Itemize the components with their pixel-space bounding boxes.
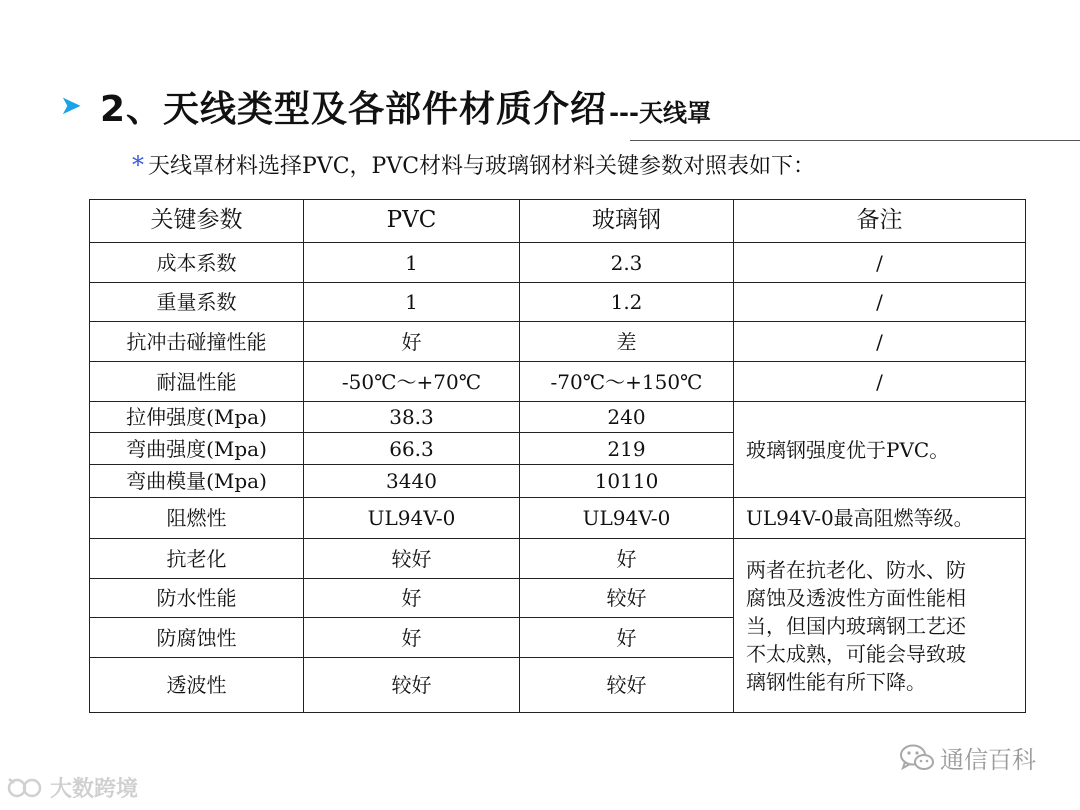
slide-title-row [60, 78, 711, 134]
note-cell: / [734, 322, 1026, 362]
watermark-corner [6, 772, 138, 803]
durability-note-cell [734, 539, 1026, 713]
param-cell: 拉伸强度(Mpa) [90, 402, 304, 433]
durability-note-line: 两者在抗老化、防水、防 [746, 557, 966, 582]
note-cell: / [734, 243, 1026, 283]
table-row [90, 243, 1026, 283]
param-cell: 弯曲模量(Mpa) [90, 465, 304, 498]
param-cell: 阻燃性 [90, 498, 304, 539]
header-cell: 玻璃钢 [520, 200, 734, 243]
pvc-cell: 1 [304, 243, 520, 283]
param-cell: 防水性能 [90, 579, 304, 618]
pvc-cell: 1 [304, 283, 520, 322]
table-row [90, 498, 1026, 539]
param-cell: 重量系数 [90, 283, 304, 322]
frp-cell: UL94V-0 [520, 498, 734, 539]
frp-cell: 好 [520, 618, 734, 658]
table-header-row [90, 200, 1026, 243]
pvc-cell: 3440 [304, 465, 520, 498]
table-row [90, 322, 1026, 362]
frp-cell: 240 [520, 402, 734, 433]
pvc-cell: 较好 [304, 539, 520, 579]
durability-note-line: 腐蚀及透波性方面性能相 [746, 585, 966, 610]
flame-note-cell: UL94V-0最高阻燃等级。 [734, 498, 1026, 539]
asterisk-bullet: * [132, 150, 144, 179]
table-row [90, 362, 1026, 402]
param-cell: 抗冲击碰撞性能 [90, 322, 304, 362]
pvc-cell: -50℃～+70℃ [304, 362, 520, 402]
table-row [90, 283, 1026, 322]
pvc-cell: 好 [304, 579, 520, 618]
frp-cell: 219 [520, 433, 734, 465]
frp-cell: 差 [520, 322, 734, 362]
table-row [90, 539, 1026, 579]
watermark-brand [898, 740, 1036, 775]
wechat-icon [898, 743, 936, 773]
intro-text: 天线罩材料选择PVC，PVC材料与玻璃钢材料关键参数对照表如下： [148, 154, 816, 179]
durability-note-line: 当，但国内玻璃钢工艺还 [746, 613, 966, 638]
header-cell: PVC [304, 200, 520, 243]
watermark-corner-text: 大数跨境 [50, 777, 139, 802]
pvc-cell: 好 [304, 618, 520, 658]
header-cell: 备注 [734, 200, 1026, 243]
pvc-cell: 38.3 [304, 402, 520, 433]
pvc-cell: UL94V-0 [304, 498, 520, 539]
header-cell: 关键参数 [90, 200, 304, 243]
param-cell: 弯曲强度(Mpa) [90, 433, 304, 465]
frp-cell: 1.2 [520, 283, 734, 322]
note-cell: / [734, 362, 1026, 402]
table-row [90, 402, 1026, 433]
param-cell: 透波性 [90, 658, 304, 713]
param-cell: 成本系数 [90, 243, 304, 283]
frp-cell: 2.3 [520, 243, 734, 283]
param-cell: 抗老化 [90, 539, 304, 579]
pvc-cell: 好 [304, 322, 520, 362]
durability-note-line: 璃钢性能有所下降。 [746, 669, 926, 694]
logo-icon [6, 775, 46, 801]
slide-title: 2、天线类型及各部件材质介绍 [100, 88, 608, 130]
intro-line [132, 149, 815, 180]
frp-cell: 10110 [520, 465, 734, 498]
note-cell: / [734, 283, 1026, 322]
watermark-brand-text: 通信百科 [940, 746, 1036, 774]
comparison-table [89, 199, 1026, 713]
param-cell: 耐温性能 [90, 362, 304, 402]
pvc-cell: 66.3 [304, 433, 520, 465]
strength-note-cell: 玻璃钢强度优于PVC。 [734, 402, 1026, 498]
frp-cell: 好 [520, 539, 734, 579]
triangle-right-icon: ➤ [60, 91, 82, 121]
title-divider [630, 140, 1080, 141]
frp-cell: -70℃～+150℃ [520, 362, 734, 402]
pvc-cell: 较好 [304, 658, 520, 713]
frp-cell: 较好 [520, 658, 734, 713]
durability-note-line: 不太成熟，可能会导致玻 [746, 641, 966, 666]
slide-title-suffix: ---天线罩 [609, 98, 711, 127]
frp-cell: 较好 [520, 579, 734, 618]
param-cell: 防腐蚀性 [90, 618, 304, 658]
